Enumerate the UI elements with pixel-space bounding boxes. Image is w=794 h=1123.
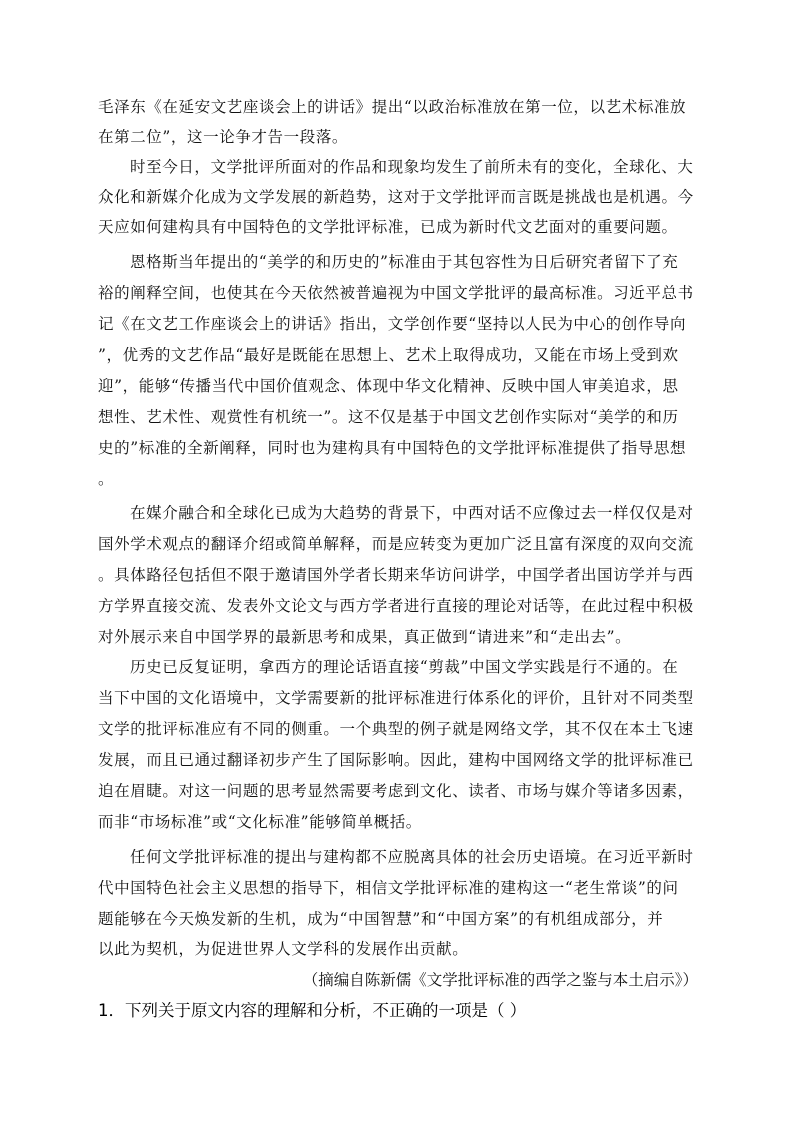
paragraph-line: 迫在眉睫。对这一问题的思考显然需要考虑到文化、读者、市场与媒介等诸多因素， [98, 782, 694, 800]
paragraph-line: 以此为契机，为促进世界人文学科的发展作出贡献。 [98, 940, 469, 958]
paragraph-line: 代中国特色社会主义思想的指导下，相信文学批评标准的建构这一“老生常谈”的问 [98, 879, 679, 897]
paragraph-line: 时至今日，文学批评所面对的作品和现象均发生了前所未有的变化，全球化、大 [130, 158, 694, 176]
paragraph-line: 文学的批评标准应有不同的侧重。一个典型的例子就是网络文学，其不仅在本土飞速 [98, 720, 694, 738]
paragraph-line: 方学界直接交流、发表外文论文与西方学者进行直接的理论对话等，在此过程中积极 [98, 597, 694, 615]
paragraph-line: 历史已反复证明，拿西方的理论话语直接“剪裁”中国文学实践是行不通的。在 [130, 658, 679, 676]
paragraph-line: 裕的阐释空间，也使其在今天依然被普遍视为中国文学批评的最高标准。习近平总书 [98, 284, 694, 302]
paragraph-line: 迎”，能够“传播当代中国价值观念、体现中华文化精神、反映中国人审美追求，思 [98, 377, 679, 395]
source-attribution: （摘编自陈新儒《文学批评标准的西学之鉴与本土启示》） [302, 971, 698, 989]
paragraph-line: 在第二位”，这一论争才告一段落。 [98, 128, 349, 146]
paragraph-line: 史的”标准的全新阐释，同时也为建构具有中国特色的文学批评标准提供了指导思想 [98, 439, 687, 457]
paragraph-line: 而非“市场标准”或“文化标准”能够简单概括。 [98, 813, 422, 831]
paragraph-line: 恩格斯当年提出的“美学的和历史的”标准由于其包容性为日后研究者留下了充 [130, 253, 679, 271]
paragraph-line: 国外学术观点的翻译介绍或简单解释，而是应转变为更加广泛且富有深度的双向交流 [98, 535, 694, 553]
paragraph-line: 在媒介融合和全球化已成为大趋势的背景下，中西对话不应像过去一样仅仅是对 [130, 504, 694, 522]
paragraph-line: 众化和新媒介化成为文学发展的新趋势，这对于文学批评而言既是挑战也是机遇。今 [98, 188, 694, 206]
paragraph-line: 对外展示来自中国学界的最新思考和成果，真正做到“请进来”和“走出去”。 [98, 628, 632, 646]
paragraph-line: 。具体路径包括但不限于邀请国外学者长期来华访问讲学，中国学者出国访学并与西 [98, 566, 694, 584]
paragraph-line: 记《在文艺工作座谈会上的讲话》指出，文学创作要“坚持以人民为中心的创作导向 [98, 315, 687, 333]
paragraph-line: ”，优秀的文艺作品“最好是既能在思想上、艺术上取得成功，又能在市场上受到欢 [98, 346, 679, 364]
paragraph-line: 任何文学批评标准的提出与建构都不应脱离具体的社会历史语境。在习近平新时 [130, 848, 694, 866]
paragraph-line: 当下中国的文化语境中，文学需要新的批评标准进行体系化的评价，且针对不同类型 [98, 689, 694, 707]
paragraph-line: 。 [98, 470, 115, 488]
paragraph-line: 毛泽东《在延安文艺座谈会上的讲话》提出“以政治标准放在第一位，以艺术标准放 [98, 98, 687, 116]
paragraph-line: 天应如何建构具有中国特色的文学批评标准，已成为新时代文艺面对的重要问题。 [98, 218, 678, 236]
question-prompt: 1．下列关于原文内容的理解和分析，不正确的一项是（ ） [98, 1001, 527, 1020]
paragraph-line: 想性、艺术性、观赏性有机统一”。这不仅是基于中国文艺创作实际对“美学的和历 [98, 408, 679, 426]
paragraph-line: 发展，而且已通过翻译初步产生了国际影响。因此，建构中国网络文学的批评标准已 [98, 751, 694, 769]
paragraph-line: 题能够在今天焕发新的生机，成为“中国智慧”和“中国方案”的有机组成部分，并 [98, 910, 664, 928]
